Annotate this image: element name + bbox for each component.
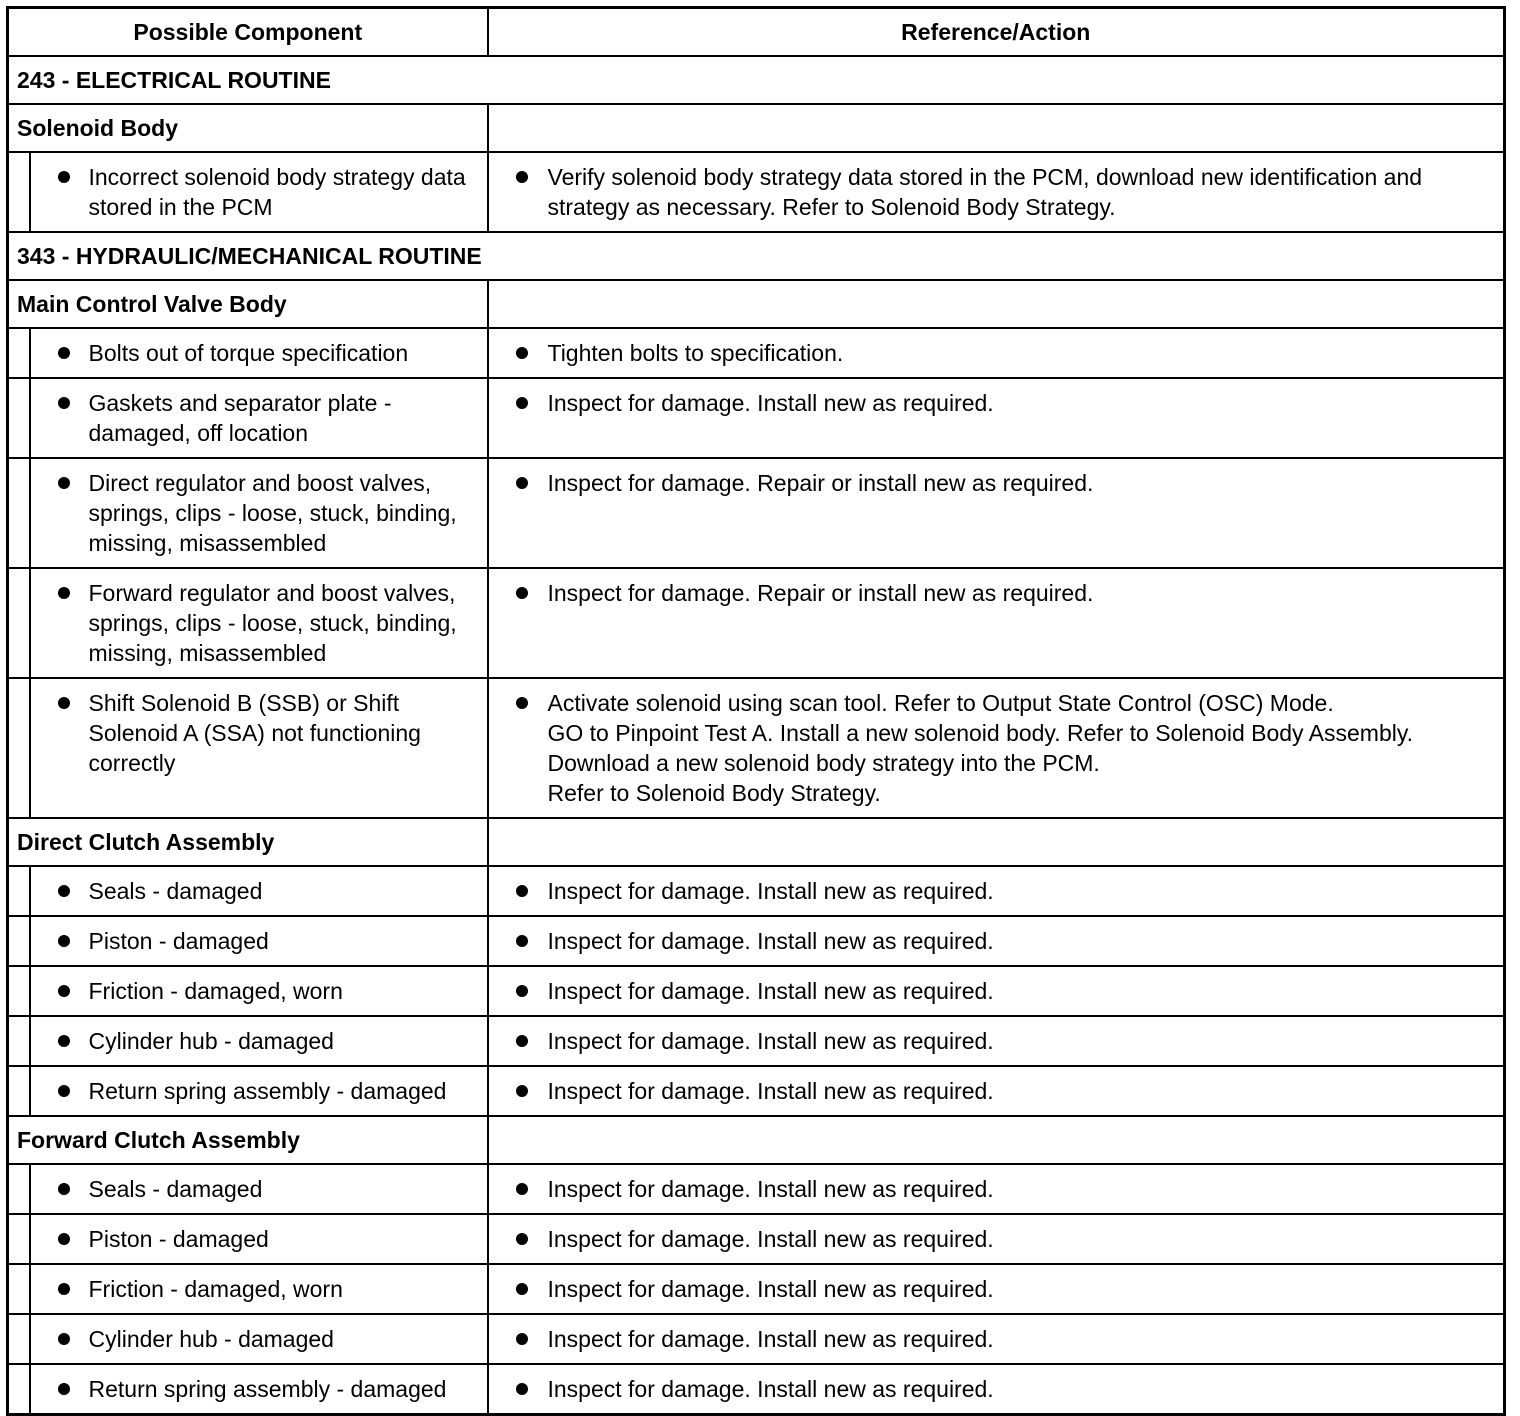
table-row [8,1164,1505,1214]
component-cell [30,1364,488,1415]
component-text: Incorrect solenoid body strategy data stored in the PCM [88,164,466,220]
indent-cell [8,458,30,568]
component-text: Piston - damaged [88,1226,269,1252]
bullet-icon [58,935,70,947]
group-row-solenoid-body [8,104,1505,152]
component-cell [30,152,488,232]
group-title: Direct Clutch Assembly [8,818,488,866]
action-text: Inspect for damage. Install new as required. [547,928,994,954]
bullet-icon [516,347,528,359]
bullet-icon [516,171,528,183]
indent-cell [8,378,30,458]
bullet-icon [58,171,70,183]
bullet-icon [516,587,528,599]
table-row [8,1314,1505,1364]
indent-cell [8,916,30,966]
table-row [8,916,1505,966]
bullet-icon [58,1333,70,1345]
action-cell [488,916,1505,966]
action-text: Inspect for damage. Install new as required. [547,978,994,1004]
group-row-direct-clutch-assembly [8,818,1505,866]
action-cell [488,1164,1505,1214]
bullet-icon [58,1085,70,1097]
section-row-hydraulic-mechanical [8,232,1505,280]
component-cell [30,678,488,818]
table-row [8,328,1505,378]
action-cell [488,458,1505,568]
bullet-icon [58,1383,70,1395]
component-cell [30,916,488,966]
bullet-icon [58,1283,70,1295]
indent-cell [8,866,30,916]
component-cell [30,458,488,568]
group-title: Solenoid Body [8,104,488,152]
bullet-icon [516,697,528,709]
action-cell [488,866,1505,916]
indent-cell [8,678,30,818]
bullet-icon [58,1035,70,1047]
indent-cell [8,1164,30,1214]
component-cell [30,966,488,1016]
group-title: Main Control Valve Body [8,280,488,328]
table-row [8,458,1505,568]
indent-cell [8,328,30,378]
action-cell [488,1264,1505,1314]
action-text: Inspect for damage. Repair or install new as required. [547,580,1094,606]
indent-cell [8,1066,30,1116]
reference-action-header: Reference/Action [488,8,1505,57]
component-text: Friction - damaged, worn [88,1276,343,1302]
action-text: Inspect for damage. Install new as required. [547,390,994,416]
section-row-electrical [8,56,1505,104]
bullet-icon [516,477,528,489]
component-cell [30,328,488,378]
action-cell [488,1016,1505,1066]
action-cell [488,568,1505,678]
bullet-icon [516,1283,528,1295]
diagnosis-table [6,6,1506,1416]
component-text: Shift Solenoid B (SSB) or Shift Solenoid A (SSA) not functioning correctly [88,690,421,776]
component-text: Forward regulator and boost valves, springs, clips - loose, stuck, binding, missing, misassembled [88,580,457,666]
action-text: Inspect for damage. Install new as required. [547,1078,994,1104]
group-row-forward-clutch-assembly [8,1116,1505,1164]
bullet-icon [58,1233,70,1245]
bullet-icon [516,1183,528,1195]
component-text: Cylinder hub - damaged [88,1326,334,1352]
bullet-icon [516,1383,528,1395]
indent-cell [8,1264,30,1314]
indent-cell [8,1016,30,1066]
action-text: Inspect for damage. Install new as required. [547,1376,994,1402]
table-row [8,568,1505,678]
component-text: Piston - damaged [88,928,269,954]
group-title: Forward Clutch Assembly [8,1116,488,1164]
component-text: Cylinder hub - damaged [88,1028,334,1054]
component-text: Friction - damaged, worn [88,978,343,1004]
action-text: Inspect for damage. Repair or install new as required. [547,470,1094,496]
table-row [8,378,1505,458]
component-text: Gaskets and separator plate - damaged, off location [88,390,392,446]
action-text: Verify solenoid body strategy data stored in the PCM, download new identification and strategy as necessary. Refer to Solenoid Body Strategy. [547,164,1423,220]
bullet-icon [58,587,70,599]
bullet-icon [516,1233,528,1245]
bullet-icon [58,477,70,489]
component-cell [30,568,488,678]
component-text: Seals - damaged [88,1176,263,1202]
action-cell [488,328,1505,378]
component-cell [30,1164,488,1214]
bullet-icon [516,885,528,897]
bullet-icon [58,985,70,997]
action-cell [488,378,1505,458]
table-header-row [8,8,1505,57]
component-text: Seals - damaged [88,878,263,904]
bullet-icon [58,397,70,409]
table-row [8,1016,1505,1066]
group-empty-cell [488,818,1505,866]
indent-cell [8,1314,30,1364]
action-cell [488,1314,1505,1364]
action-text: Activate solenoid using scan tool. Refer to Output State Control (OSC) Mode. GO to Pinpoint Test A. Install a new solenoid body. Refer to Solenoid Body Assembly. Download a new solenoid body strategy into the PCM. Refer to Solenoid Body Strategy. [547,690,1414,806]
indent-cell [8,568,30,678]
bullet-icon [516,985,528,997]
action-text: Tighten bolts to specification. [547,340,844,366]
table-row [8,1066,1505,1116]
table-row [8,1364,1505,1415]
component-text: Bolts out of torque specification [88,340,409,366]
component-cell [30,866,488,916]
bullet-icon [516,1035,528,1047]
component-cell [30,1264,488,1314]
bullet-icon [58,885,70,897]
table-row [8,866,1505,916]
table-row [8,1264,1505,1314]
table-row [8,152,1505,232]
bullet-icon [516,397,528,409]
group-empty-cell [488,104,1505,152]
action-cell [488,678,1505,818]
indent-cell [8,1364,30,1415]
indent-cell [8,152,30,232]
group-empty-cell [488,280,1505,328]
bullet-icon [516,1333,528,1345]
table-row [8,678,1505,818]
action-text: Inspect for damage. Install new as required. [547,1276,994,1302]
group-empty-cell [488,1116,1505,1164]
component-text: Return spring assembly - damaged [88,1376,447,1402]
action-cell [488,1066,1505,1116]
action-text: Inspect for damage. Install new as required. [547,1226,994,1252]
indent-cell [8,1214,30,1264]
indent-cell [8,966,30,1016]
possible-component-header: Possible Component [8,8,488,57]
action-text: Inspect for damage. Install new as required. [547,878,994,904]
action-cell [488,152,1505,232]
component-cell [30,378,488,458]
action-text: Inspect for damage. Install new as required. [547,1028,994,1054]
component-cell [30,1016,488,1066]
bullet-icon [516,935,528,947]
component-text: Return spring assembly - damaged [88,1078,447,1104]
bullet-icon [58,347,70,359]
table-row [8,966,1505,1016]
component-cell [30,1214,488,1264]
section-title: 243 - ELECTRICAL ROUTINE [8,56,1505,104]
action-cell [488,1364,1505,1415]
bullet-icon [58,697,70,709]
table-row [8,1214,1505,1264]
action-text: Inspect for damage. Install new as required. [547,1176,994,1202]
group-row-main-control-valve-body [8,280,1505,328]
action-cell [488,966,1505,1016]
component-cell [30,1066,488,1116]
component-text: Direct regulator and boost valves, springs, clips - loose, stuck, binding, missing, misassembled [88,470,457,556]
section-title: 343 - HYDRAULIC/MECHANICAL ROUTINE [8,232,1505,280]
component-cell [30,1314,488,1364]
bullet-icon [516,1085,528,1097]
action-cell [488,1214,1505,1264]
bullet-icon [58,1183,70,1195]
action-text: Inspect for damage. Install new as required. [547,1326,994,1352]
